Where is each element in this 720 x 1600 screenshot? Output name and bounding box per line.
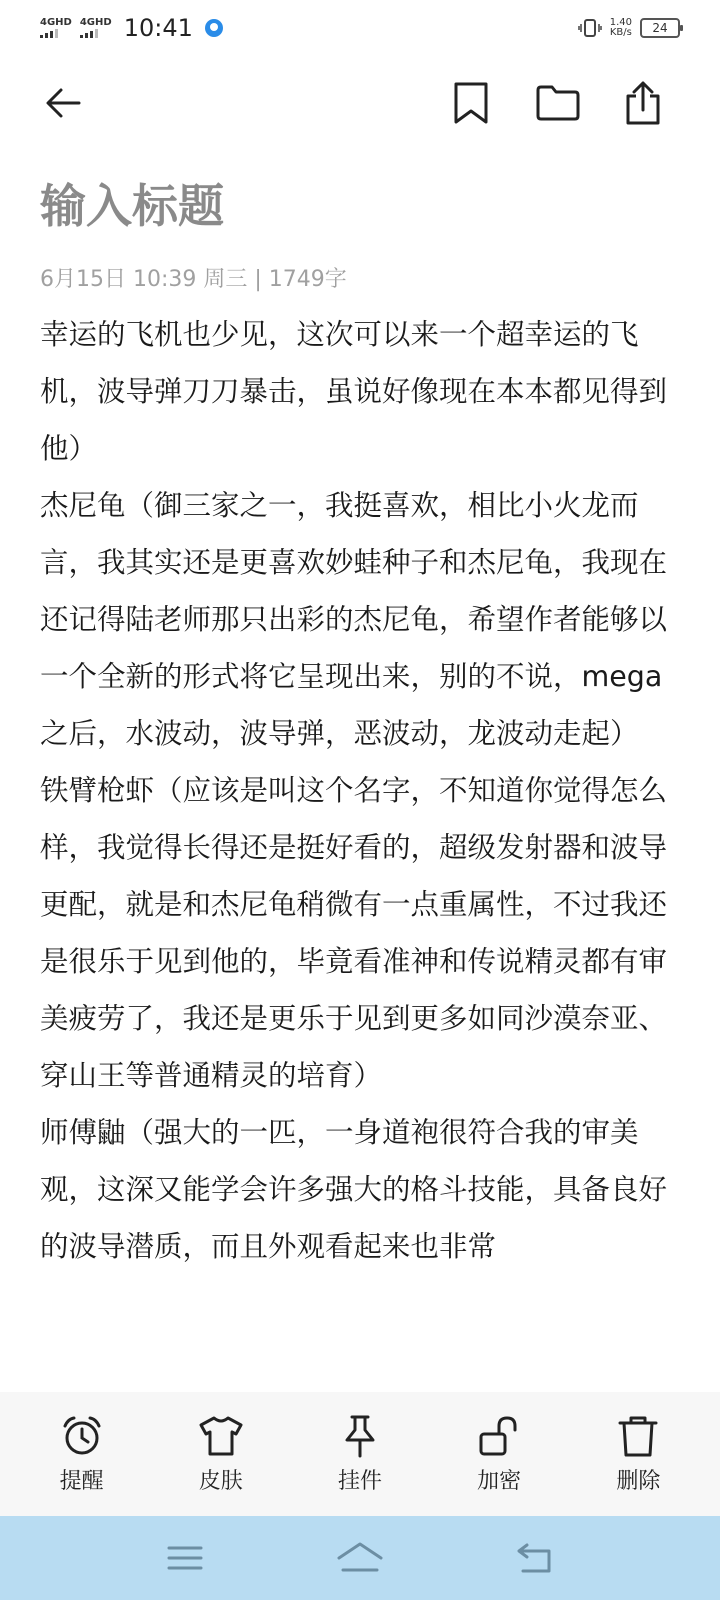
sim1-label: 4GHD <box>40 17 72 28</box>
top-toolbar <box>0 68 720 138</box>
pin-icon <box>338 1414 382 1458</box>
system-nav-bar <box>0 1516 720 1600</box>
back-arrow-icon <box>43 83 83 123</box>
alarm-clock-icon <box>60 1414 104 1458</box>
signal-bars-icon <box>80 28 98 38</box>
sim2-label: 4GHD <box>79 17 112 28</box>
trash-icon <box>616 1414 660 1458</box>
encrypt-label: 加密 <box>477 1468 522 1494</box>
skin-button[interactable] <box>171 1414 271 1495</box>
note-title-input[interactable]: 输入标题 <box>40 179 224 233</box>
pendant-button[interactable] <box>310 1414 410 1495</box>
note-paragraph: 幸运的飞机也少见，这次可以来一个超幸运的飞机，波导弹刀刀暴击，虽说好像现在本本都见得到他） <box>40 318 668 465</box>
encrypt-button[interactable] <box>449 1414 549 1495</box>
back-nav-icon[interactable] <box>515 1541 555 1575</box>
sim1-signal <box>40 18 72 38</box>
note-paragraph: 杰尼龟（御三家之一，我挺喜欢，相比小火龙而言，我其实还是更喜欢妙蛙种子和杰尼龟，我现在还记得陆老师那只出彩的杰尼龟，希望作者能够以一个全新的形式将它呈现出来，别的不说，mega之后，水波动，波导弹，恶波动，龙波动走起） <box>40 489 668 750</box>
note-paragraph: 师傅鼬（强大的一匹，一身道袍很符合我的审美观，这深又能学会许多强大的格斗技能，具备良好的波导潜质，而且外观看起来也非常 <box>40 1116 668 1263</box>
battery-icon <box>640 18 680 38</box>
share-icon <box>623 80 663 126</box>
sim2-signal <box>80 18 112 38</box>
signal-bars-icon <box>40 28 58 38</box>
skin-label: 皮肤 <box>198 1468 243 1494</box>
bookmark-button[interactable] <box>446 78 496 128</box>
reminder-button[interactable] <box>32 1414 132 1495</box>
battery-level: 24 <box>652 21 668 35</box>
bookmark-icon <box>451 81 491 125</box>
bottom-toolbar <box>0 1392 720 1516</box>
unlock-icon <box>477 1414 521 1458</box>
tshirt-icon <box>199 1414 243 1458</box>
vibrate-icon <box>578 18 602 38</box>
note-meta: 6月15日 10:39 周三 | 1749字 <box>40 267 347 292</box>
folder-icon <box>535 83 581 123</box>
back-button[interactable] <box>38 78 88 128</box>
network-speed: 1.40 KB/s <box>609 17 632 38</box>
clock: 10:41 <box>123 14 193 42</box>
share-button[interactable] <box>618 78 668 128</box>
note-body-editor[interactable] <box>40 306 685 1392</box>
menu-icon[interactable] <box>165 1543 205 1573</box>
delete-label: 删除 <box>616 1468 661 1494</box>
delete-button[interactable] <box>588 1414 688 1495</box>
folder-button[interactable] <box>533 78 583 128</box>
home-icon[interactable] <box>335 1540 385 1576</box>
note-paragraph: 铁臂枪虾（应该是叫这个名字，不知道你觉得怎么样，我觉得长得还是挺好看的，超级发射器和波导更配，就是和杰尼龟稍微有一点重属性，不过我还是很乐于见到他的，毕竟看准神和传说精灵都有审美疲劳了，我还是更乐于见到更多如同沙漠奈亚、穿山王等普通精灵的培育） <box>40 774 668 1092</box>
reminder-label: 提醒 <box>59 1468 104 1494</box>
qq-notification-icon <box>205 19 223 37</box>
status-bar <box>0 0 720 56</box>
pendant-label: 挂件 <box>337 1468 382 1494</box>
